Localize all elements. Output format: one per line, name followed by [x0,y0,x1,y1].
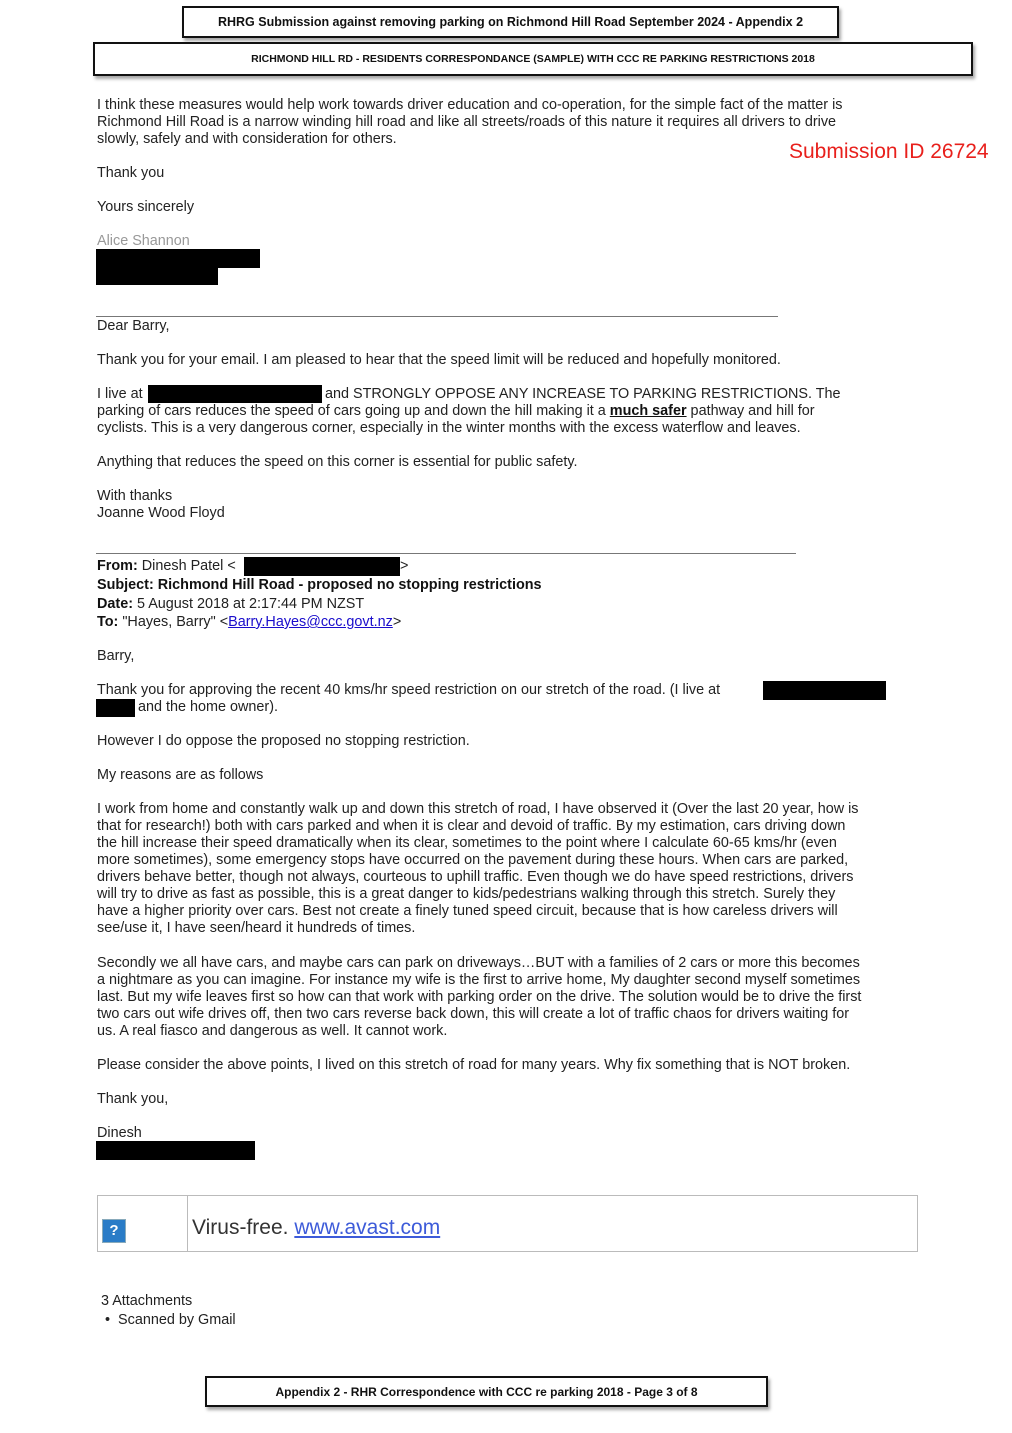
letter2-name: Joanne Wood Floyd [97,505,225,521]
redaction [96,699,135,717]
letter1-line: I think these measures would help work towards driver education and co-operation, for the simple fact of the matter is [97,97,843,113]
label: Date: [97,596,133,612]
letter2-line: cyclists. This is a very dangerous corner, especially in the winter months with the excess waterflow and leaves. [97,420,801,436]
letter2-line [97,385,143,403]
from-name: Dinesh Patel < [141,558,236,574]
help-icon: ? [102,1219,126,1243]
page-footer: Appendix 2 - RHR Correspondence with CCC re parking 2018 - Page 3 of 8 [205,1376,768,1407]
attachments-count: 3 Attachments [101,1293,193,1309]
email-line: us. A real fiasco and dangerous as well. It cannot work. [97,1023,448,1039]
email-link[interactable]: Barry.Hayes@ccc.govt.nz [228,614,393,630]
text: Virus-free. [192,1216,289,1239]
redaction [148,385,322,403]
letter1-line: slowly, safely and with consideration for others. [97,131,397,147]
email-line: drivers behave better, though not always, courteous to uphill traffic. Even though we do have speed restrictions, drivers [97,869,854,885]
email-line: Please consider the above points, I lived on this stretch of road for many years. Why fix something that is NOT broken. [97,1057,851,1073]
redaction [763,681,886,700]
email-line: and the home owner). [138,699,278,715]
letter2-closing: With thanks [97,488,173,504]
emphasis-text: much safer [609,403,687,419]
subject-text: Richmond Hill Road - proposed no stopping restrictions [157,577,542,593]
email-from [97,557,236,575]
letter2-greeting: Dear Barry, [97,318,170,334]
text: parking of cars reduces the speed of cars going up and down the hill making it a [97,403,610,419]
email-line: My reasons are as follows [97,767,264,783]
label: To: [97,614,119,630]
email-line: that for research!) both with cars parked and when it is clear and devoid of traffic. By my estimation, cars driving down [97,818,846,834]
text: pathway and hill for [686,403,815,419]
letter1-closing: Yours sincerely [97,199,195,215]
letter2-line: Anything that reduces the speed on this corner is essential for public safety. [97,454,578,470]
email-line: I work from home and constantly walk up and down this stretch of road, I have observed it (Over the last 20 year, how is [97,801,859,817]
email-line: Thank you for approving the recent 40 kms/hr speed restriction on our stretch of the road. (I live at [97,682,721,698]
letter2-line: and STRONGLY OPPOSE ANY INCREASE TO PARKING RESTRICTIONS. The [325,386,841,402]
submission-id: Submission ID 26724 [789,140,989,163]
email-line: Secondly we all have cars, and maybe cars can park on driveways…BUT with a families of 2 cars or more this becomes [97,955,860,971]
email-greeting: Barry, [97,648,135,664]
email-date [97,595,364,613]
redaction [96,267,218,285]
text: Scanned by Gmail [118,1312,236,1328]
letter1-thanks: Thank you [97,165,165,181]
attachment-item[interactable] [105,1311,236,1329]
email-closing: Thank you, [97,1091,169,1107]
email-line: see/use it, I have seen/heard it hundreds of times. [97,920,416,936]
text: > [400,558,409,574]
email-line: a nightmare as you can imagine. For instance my wife is the first to arrive home, My daughter second myself sometimes [97,972,861,988]
redaction [96,1141,255,1160]
label: Subject: [97,577,154,593]
text: > [392,614,402,630]
avast-banner [97,1195,918,1252]
letter1-line: Richmond Hill Road is a narrow winding hill road and like all streets/roads of this nature it requires all drivers to drive [97,114,837,130]
email-line: more sometimes), some emergency stops have occurred on the pavement during these hours. When cars are parked, [97,852,849,868]
divider [96,316,778,317]
letter1-signature: Alice Shannon [97,233,190,249]
email-line: two cars out wife drives off, then two cars reverse back down, this will create a lot of traffic chaos for drivers waiting for [97,1006,850,1022]
email-subject [97,576,542,594]
email-line: last. But my wife leaves first so how can that work with parking order on the drive. The solution would be to drive the first [97,989,862,1005]
avast-link[interactable]: www.avast.com [294,1216,441,1239]
date-text: 5 August 2018 at 2:17:44 PM NZST [136,596,365,612]
document-subtitle: RICHMOND HILL RD - RESIDENTS CORRESPONDANCE (SAMPLE) WITH CCC RE PARKING RESTRICTIONS 2018 [93,42,973,76]
divider [96,553,796,554]
banner-divider [187,1196,188,1251]
redaction [96,249,260,268]
email-line: will try to drive as fast as possible, this is a great danger to kids/pedestrians walking through this stretch. Surely they [97,886,836,902]
email-line: However I do oppose the proposed no stopping restriction. [97,733,470,749]
redaction [244,557,400,576]
email-line: the hill increase their speed dramatically when its clear, sometimes to the point where I calculate 60-65 kms/hr (even [97,835,837,851]
text: I live at [97,386,143,402]
email-line: have a higher priority over cars. Best not create a finely tuned speed circuit, because that is how careless drivers will [97,903,838,919]
document-title: RHRG Submission against removing parking on Richmond Hill Road September 2024 - Appendix 2 [182,6,839,38]
banner-text [192,1216,440,1240]
email-signature: Dinesh [97,1125,142,1141]
email-to [97,613,401,631]
letter2-line [97,402,815,420]
to-name: "Hayes, Barry" < [122,614,229,630]
letter2-line: Thank you for your email. I am pleased to hear that the speed limit will be reduced and hopefully monitored. [97,352,781,368]
label: From: [97,558,138,574]
bullet-icon: • [105,1312,119,1328]
